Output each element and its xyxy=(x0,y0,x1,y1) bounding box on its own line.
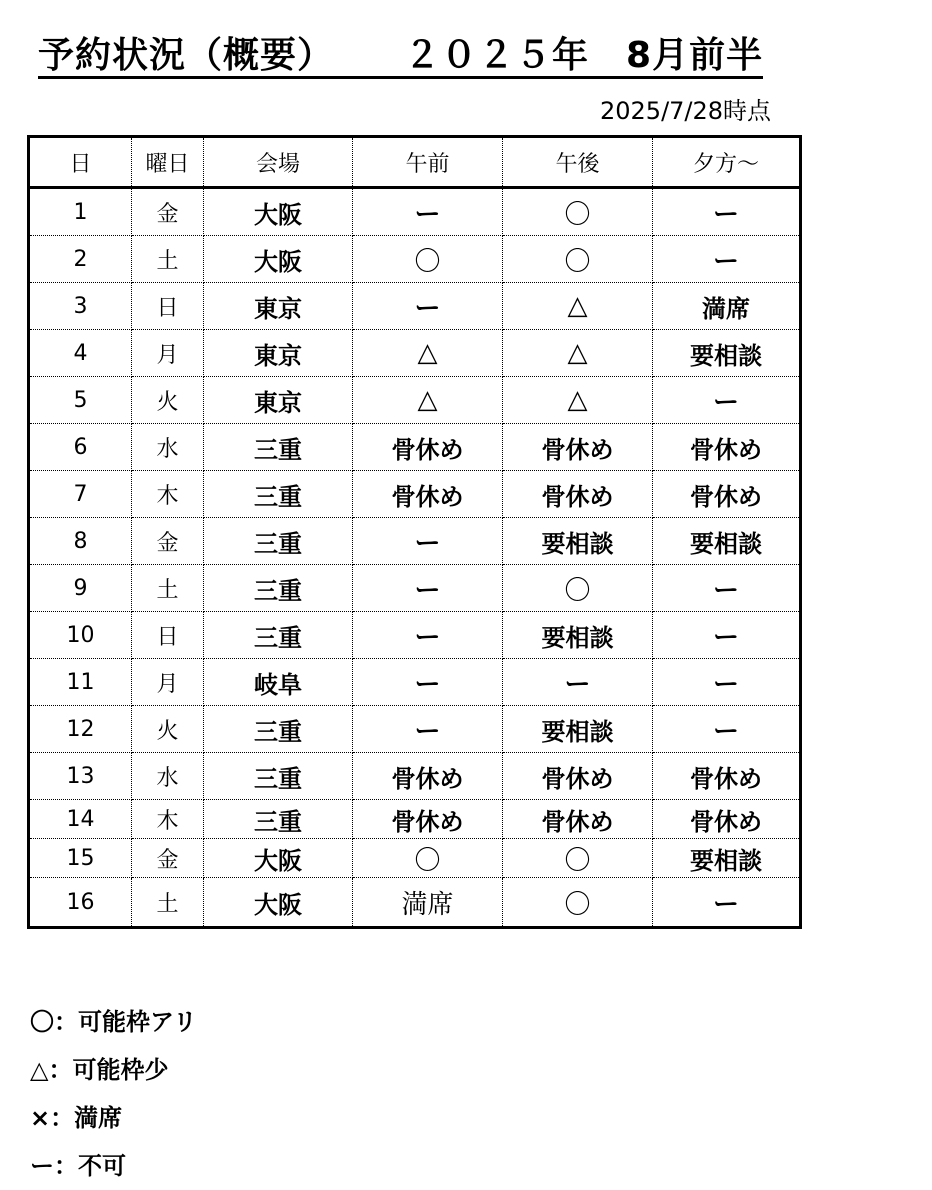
table-row xyxy=(29,800,801,839)
cell-evening: ー xyxy=(653,236,801,283)
cell-afternoon: 要相談 xyxy=(503,706,653,753)
cell-weekday: 水 xyxy=(132,424,204,471)
cell-morning: 骨休め xyxy=(353,753,503,800)
cell-evening: 骨休め xyxy=(653,424,801,471)
cell-weekday: 水 xyxy=(132,753,204,800)
cell-weekday: 日 xyxy=(132,612,204,659)
cell-morning: △ xyxy=(353,377,503,424)
cell-venue: 大阪 xyxy=(204,839,353,878)
header-evening: 夕方～ xyxy=(653,137,801,188)
table-row xyxy=(29,839,801,878)
cell-morning: ー xyxy=(353,565,503,612)
cell-weekday: 月 xyxy=(132,330,204,377)
cell-day: 13 xyxy=(29,753,132,800)
table-header-row xyxy=(29,137,801,188)
table-row xyxy=(29,659,801,706)
cell-weekday: 金 xyxy=(132,188,204,236)
cell-venue: 大阪 xyxy=(204,878,353,928)
cell-venue: 三重 xyxy=(204,471,353,518)
cell-weekday: 金 xyxy=(132,518,204,565)
cell-venue: 東京 xyxy=(204,377,353,424)
cell-evening: 要相談 xyxy=(653,839,801,878)
cell-afternoon: 要相談 xyxy=(503,518,653,565)
cell-evening: ー xyxy=(653,565,801,612)
cell-day: 3 xyxy=(29,283,132,330)
table-row xyxy=(29,330,801,377)
table-row xyxy=(29,236,801,283)
cell-weekday: 土 xyxy=(132,878,204,928)
cell-evening: 骨休め xyxy=(653,753,801,800)
cell-day: 8 xyxy=(29,518,132,565)
cell-evening: 要相談 xyxy=(653,518,801,565)
cell-evening: ー xyxy=(653,706,801,753)
cell-afternoon: △ xyxy=(503,330,653,377)
cell-venue: 三重 xyxy=(204,800,353,839)
cell-evening: 満席 xyxy=(653,283,801,330)
cell-weekday: 月 xyxy=(132,659,204,706)
cell-day: 15 xyxy=(29,839,132,878)
legend-full: ×：満席 xyxy=(30,1104,123,1132)
cell-day: 9 xyxy=(29,565,132,612)
cell-day: 5 xyxy=(29,377,132,424)
cell-venue: 大阪 xyxy=(204,188,353,236)
cell-day: 2 xyxy=(29,236,132,283)
legend-available: 〇：可能枠アリ xyxy=(30,1008,198,1036)
cell-afternoon: 要相談 xyxy=(503,612,653,659)
cell-weekday: 土 xyxy=(132,236,204,283)
cell-morning: ー xyxy=(353,188,503,236)
table-row xyxy=(29,424,801,471)
header-venue: 会場 xyxy=(204,137,353,188)
cell-venue: 三重 xyxy=(204,612,353,659)
cell-afternoon: △ xyxy=(503,377,653,424)
cell-morning: ー xyxy=(353,706,503,753)
cell-day: 6 xyxy=(29,424,132,471)
cell-evening: 要相談 xyxy=(653,330,801,377)
legend-unavailable: ー：不可 xyxy=(30,1152,126,1180)
cell-venue: 岐阜 xyxy=(204,659,353,706)
cell-morning: △ xyxy=(353,330,503,377)
title-main: 予約状況（概要） xyxy=(38,35,335,76)
cell-day: 14 xyxy=(29,800,132,839)
cell-venue: 三重 xyxy=(204,706,353,753)
cell-venue: 大阪 xyxy=(204,236,353,283)
reservation-table xyxy=(27,135,802,929)
page-title xyxy=(38,34,763,78)
cell-day: 12 xyxy=(29,706,132,753)
header-morning: 午前 xyxy=(353,137,503,188)
cell-weekday: 火 xyxy=(132,377,204,424)
cell-afternoon: ー xyxy=(503,659,653,706)
cell-evening: ー xyxy=(653,612,801,659)
legend xyxy=(30,998,197,1190)
cell-afternoon: △ xyxy=(503,283,653,330)
cell-venue: 三重 xyxy=(204,424,353,471)
cell-weekday: 日 xyxy=(132,283,204,330)
cell-morning: 骨休め xyxy=(353,424,503,471)
cell-day: 16 xyxy=(29,878,132,928)
table-row xyxy=(29,706,801,753)
cell-weekday: 木 xyxy=(132,471,204,518)
cell-weekday: 木 xyxy=(132,800,204,839)
cell-morning: ー xyxy=(353,612,503,659)
cell-venue: 三重 xyxy=(204,518,353,565)
cell-afternoon: 〇 xyxy=(503,188,653,236)
cell-day: 10 xyxy=(29,612,132,659)
cell-venue: 東京 xyxy=(204,330,353,377)
cell-morning: ー xyxy=(353,518,503,565)
cell-morning: 〇 xyxy=(353,839,503,878)
cell-weekday: 金 xyxy=(132,839,204,878)
legend-few-slots: △：可能枠少 xyxy=(30,1056,169,1084)
cell-morning: 満席 xyxy=(353,878,503,928)
cell-afternoon: 骨休め xyxy=(503,753,653,800)
table-row xyxy=(29,518,801,565)
cell-day: 1 xyxy=(29,188,132,236)
cell-day: 4 xyxy=(29,330,132,377)
cell-afternoon: 骨休め xyxy=(503,800,653,839)
cell-weekday: 火 xyxy=(132,706,204,753)
cell-venue: 東京 xyxy=(204,283,353,330)
table-row xyxy=(29,188,801,236)
cell-morning: ー xyxy=(353,659,503,706)
cell-evening: ー xyxy=(653,377,801,424)
cell-venue: 三重 xyxy=(204,753,353,800)
cell-afternoon: 〇 xyxy=(503,565,653,612)
cell-day: 7 xyxy=(29,471,132,518)
header-day: 日 xyxy=(29,137,132,188)
cell-evening: 骨休め xyxy=(653,471,801,518)
cell-weekday: 土 xyxy=(132,565,204,612)
cell-afternoon: 骨休め xyxy=(503,424,653,471)
cell-evening: 骨休め xyxy=(653,800,801,839)
cell-afternoon: 〇 xyxy=(503,839,653,878)
cell-day: 11 xyxy=(29,659,132,706)
cell-morning: 骨休め xyxy=(353,800,503,839)
cell-evening: ー xyxy=(653,659,801,706)
table-row xyxy=(29,377,801,424)
table-row xyxy=(29,283,801,330)
cell-afternoon: 〇 xyxy=(503,236,653,283)
table-row xyxy=(29,565,801,612)
header-weekday: 曜日 xyxy=(132,137,204,188)
cell-morning: 骨休め xyxy=(353,471,503,518)
header-afternoon: 午後 xyxy=(503,137,653,188)
title-period: ２０２５年 8月前半 xyxy=(404,35,764,76)
cell-afternoon: 骨休め xyxy=(503,471,653,518)
table-row xyxy=(29,753,801,800)
cell-morning: ー xyxy=(353,283,503,330)
cell-evening: ー xyxy=(653,188,801,236)
table-row xyxy=(29,878,801,928)
cell-venue: 三重 xyxy=(204,565,353,612)
table-row xyxy=(29,471,801,518)
cell-morning: 〇 xyxy=(353,236,503,283)
cell-afternoon: 〇 xyxy=(503,878,653,928)
as-of-date: 2025/7/28時点 xyxy=(600,97,772,125)
table-row xyxy=(29,612,801,659)
cell-evening: ー xyxy=(653,878,801,928)
